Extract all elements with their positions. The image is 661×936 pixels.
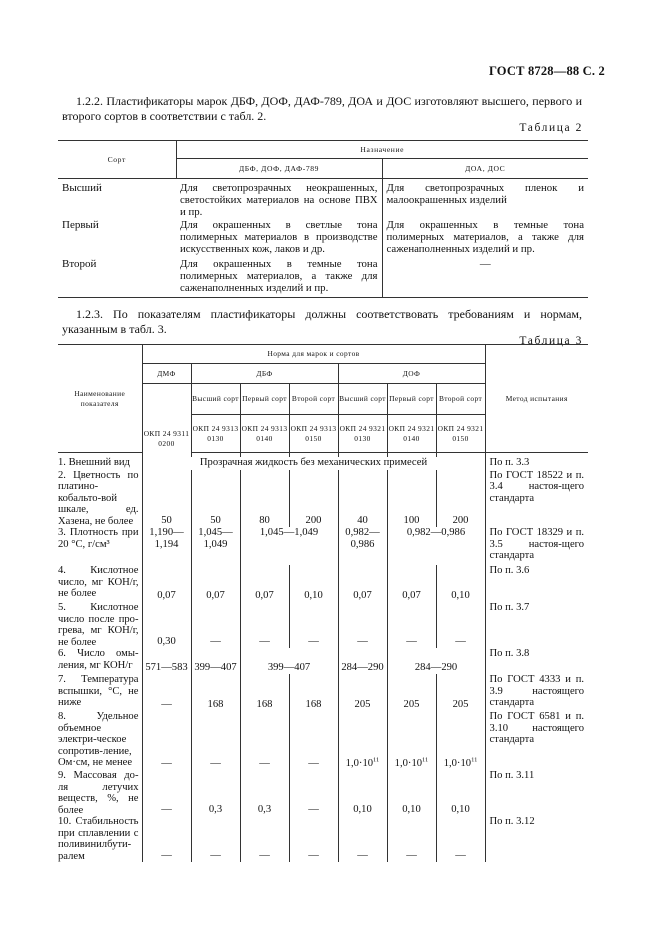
t3-value: — xyxy=(289,816,338,862)
t3-head-name: Наименование показателя xyxy=(58,345,142,453)
t3-value: 0,3 xyxy=(240,770,289,816)
t3-value: — xyxy=(191,602,240,648)
t3-value: 571—583 xyxy=(142,648,191,674)
t3-value: — xyxy=(142,816,191,862)
t3-method: По п. 3.6 xyxy=(489,565,530,576)
t3-value: $1,0\cdot 10^{11}$ xyxy=(338,711,387,770)
t3-value: 399—407 xyxy=(240,648,338,674)
t3-method: По п. 3.8 xyxy=(489,648,530,659)
t2-cell: Для светопрозрачных пленок и малоокрашенных изделий xyxy=(386,182,585,206)
t3-head-dmf: ДМФ xyxy=(142,364,191,384)
t3-value: — xyxy=(338,816,387,862)
t3-okp: ОКП 24 9313 0140 xyxy=(240,415,289,453)
t3-head-first: Первый сорт xyxy=(240,384,289,415)
t3-head-norm: Норма для марок и сортов xyxy=(142,345,485,364)
t2-sort-top: Высший xyxy=(62,182,102,194)
t3-method: По п. 3.7 xyxy=(489,602,530,613)
t2-cell: Для окрашенных в темные тона полимерных материалов, а также для саженаполненных изделий и пр. xyxy=(386,218,585,255)
t3-row-name: 9. Массовая до-ля летучих веществ, %, не более xyxy=(58,770,142,816)
t3-value: 284—290 xyxy=(387,648,485,674)
t3-value: 168 xyxy=(191,674,240,711)
t2-sort-first: Первый xyxy=(62,218,99,231)
t3-method: По ГОСТ 4333 и п. 3.9 настоящего стандарта xyxy=(489,674,585,708)
t2-head-sort: Сорт xyxy=(58,141,176,179)
t3-value: — xyxy=(436,816,485,862)
t3-value: — xyxy=(338,602,387,648)
t3-row-name: 10. Стабильность при сплавлении с поливинилбути-ралем xyxy=(58,816,142,862)
t2-cell: — xyxy=(382,258,588,298)
t3-value: — xyxy=(191,816,240,862)
t3-head-dbf: ДБФ xyxy=(191,364,338,384)
t3-value: 284—290 xyxy=(338,648,387,674)
t3-method: По п. 3.3 xyxy=(489,456,530,468)
t3-value: 0,10 xyxy=(436,770,485,816)
t3-value: $1,0\cdot 10^{11}$ xyxy=(387,711,436,770)
t3-okp: ОКП 24 9313 0130 xyxy=(191,415,240,453)
t3-value: 1,045— 1,049 xyxy=(191,527,240,565)
table-3-caption: Таблица 3 xyxy=(519,335,583,347)
t3-value: 200 xyxy=(289,470,338,528)
t3-value: — xyxy=(240,602,289,648)
t2-sort-second: Второй xyxy=(58,258,176,298)
t3-okp: ОКП 24 9313 0150 xyxy=(289,415,338,453)
t3-head-method: Метод испытания xyxy=(485,345,588,453)
t3-value: 205 xyxy=(338,674,387,711)
t3-okp: ОКП 24 9321 0150 xyxy=(436,415,485,453)
t3-value: 100 xyxy=(387,470,436,528)
t3-row-name: 8. Удельное объемное электри-ческое сопротив-ление, Ом·см, не менее xyxy=(58,711,142,770)
t3-row-name: 6. Число омы-ления, мг КОН/г xyxy=(58,648,142,674)
t3-value: 0,07 xyxy=(338,565,387,602)
t3-value: — xyxy=(289,711,338,770)
t3-value: 0,30 xyxy=(142,602,191,648)
t3-value: 0,3 xyxy=(191,770,240,816)
paragraph-1-2-3: 1.2.3. По показателям пластификаторы должны соответствовать требованиям и нормам, указанным в табл. 3. xyxy=(62,307,582,336)
t3-value: 80 xyxy=(240,470,289,528)
t3-value: 0,982— 0,986 xyxy=(338,527,387,565)
t3-value: 0,07 xyxy=(191,565,240,602)
t3-head-second: Второй сорт xyxy=(436,384,485,415)
t2-cell: Для окрашенных в светлые тона полимерных материалов в производстве искусственных кож, лаков и др. xyxy=(176,219,382,258)
t3-value: — xyxy=(191,711,240,770)
t3-head-top: Высший сорт xyxy=(338,384,387,415)
t3-value: 0,10 xyxy=(436,565,485,602)
t3-value: — xyxy=(387,602,436,648)
t3-value: — xyxy=(142,770,191,816)
t3-value: 0,10 xyxy=(338,770,387,816)
t3-value: 50 xyxy=(142,470,191,528)
t3-okp-dmf: ОКП 24 9311 0200 xyxy=(142,384,191,453)
t3-row-name: 5. Кислотное число после про-грева, мг КОН/г, не более xyxy=(58,602,142,648)
t3-value: 205 xyxy=(436,674,485,711)
t3-method: По п. 3.12 xyxy=(489,816,535,827)
t3-value: 0,07 xyxy=(240,565,289,602)
t3-value: — xyxy=(436,602,485,648)
t3-value: — xyxy=(240,816,289,862)
t3-value: 168 xyxy=(240,674,289,711)
t3-value: 168 xyxy=(289,674,338,711)
t3-head-top: Высший сорт xyxy=(191,384,240,415)
t3-value: 1,190— 1,194 xyxy=(142,527,191,565)
t3-value: $1,0\cdot 10^{11}$ xyxy=(436,711,485,770)
t3-head-second: Второй сорт xyxy=(289,384,338,415)
t2-head-purpose: Назначение xyxy=(176,141,588,159)
t3-value: — xyxy=(289,602,338,648)
t3-row-name: 1. Внешний вид xyxy=(58,457,142,470)
t3-value: 0,10 xyxy=(387,770,436,816)
t2-cell: Для окрашенных в темные тона полимерных материалов, а также для саженаполненных изделий и пр. xyxy=(176,258,382,298)
t3-value: 399—407 xyxy=(191,648,240,674)
t3-value: 50 xyxy=(191,470,240,528)
t3-value: — xyxy=(240,711,289,770)
table-2-caption: Таблица 2 xyxy=(519,122,583,134)
t3-value: — xyxy=(142,711,191,770)
t3-method: По ГОСТ 18522 и п. 3.4 настоя-щего стандарта xyxy=(489,469,585,504)
t3-head-dof: ДОФ xyxy=(338,364,485,384)
t3-value: 0,10 xyxy=(289,565,338,602)
t3-appearance-value: Прозрачная жидкость без механических примесей xyxy=(142,457,485,470)
t3-value: 0,07 xyxy=(387,565,436,602)
page-header: ГОСТ 8728—88 С. 2 xyxy=(488,64,605,78)
t3-row-name: 3. Плотность при 20 °С, г/см³ xyxy=(58,527,142,565)
t3-okp: ОКП 24 9321 0130 xyxy=(338,415,387,453)
t3-value: 205 xyxy=(387,674,436,711)
t2-cell: Для светопрозрачных неокрашенных, светостойких материалов на основе ПВХ и пр. xyxy=(176,179,382,219)
t3-head-first: Первый сорт xyxy=(387,384,436,415)
t2-head-a: ДБФ, ДОФ, ДАФ-789 xyxy=(176,159,382,179)
t3-row-name: 4. Кислотное число, мг КОН/г, не более xyxy=(58,565,142,602)
t3-method: По ГОСТ 18329 и п. 3.5 настоя-щего стандарта xyxy=(489,527,585,561)
t3-row-name: 2. Цветность по платино-кобальто-вой шкале, ед. Хазена, не более xyxy=(58,470,142,528)
t3-value: — xyxy=(289,770,338,816)
t2-head-b: ДОА, ДОС xyxy=(382,159,588,179)
t3-method: По ГОСТ 6581 и п. 3.10 настоящего стандарта xyxy=(489,711,585,745)
t3-row-name: 7. Температура вспышки, °С, не ниже xyxy=(58,674,142,711)
t3-value: 1,045—1,049 xyxy=(240,527,338,565)
t3-okp: ОКП 24 9321 0140 xyxy=(387,415,436,453)
t3-value: 40 xyxy=(338,470,387,528)
t3-value: 200 xyxy=(436,470,485,528)
table-3 xyxy=(58,344,588,862)
t3-value: 0,982—0,986 xyxy=(387,527,485,565)
t3-value: — xyxy=(387,816,436,862)
paragraph-1-2-2: 1.2.2. Пластификаторы марок ДБФ, ДОФ, ДАФ-789, ДОА и ДОС изготовляют высшего, первого и второго сортов в соответствии с табл. 2. xyxy=(62,94,582,123)
t3-method: По п. 3.11 xyxy=(489,770,535,781)
t3-value: 0,07 xyxy=(142,565,191,602)
table-2 xyxy=(58,140,588,298)
t3-value: — xyxy=(142,674,191,711)
